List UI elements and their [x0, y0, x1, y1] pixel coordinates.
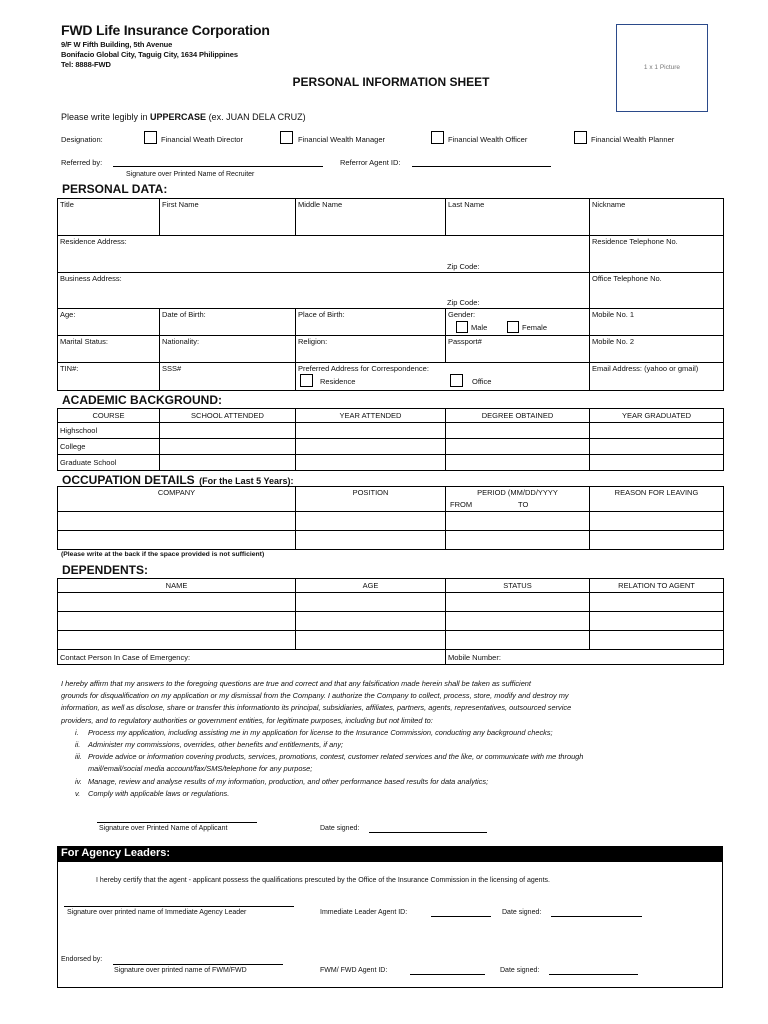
- preferred-office-label: Office: [472, 377, 492, 386]
- dependents-cell[interactable]: [446, 612, 590, 631]
- occupation-cell[interactable]: [58, 531, 296, 550]
- place-of-birth-label: Place of Birth:: [298, 310, 345, 319]
- applicant-signature-line[interactable]: [97, 822, 257, 823]
- declaration-item-number: iv.: [75, 776, 82, 786]
- preferred-residence-label: Residence: [320, 377, 356, 386]
- designation-option-director: Financial Weath Director: [161, 135, 243, 144]
- fwm-agent-id-label: FWM/ FWD Agent ID:: [320, 967, 388, 974]
- mobile-2-label: Mobile No. 2: [592, 337, 635, 346]
- academic-row-label: Graduate School: [58, 455, 160, 471]
- academic-cell[interactable]: [296, 455, 446, 471]
- mobile-1-field[interactable]: [590, 309, 724, 336]
- declaration-item-number: iii.: [75, 752, 82, 762]
- occupation-footnote: (Please write at the back if the space provided is not sufficient): [61, 551, 265, 558]
- declaration-line: grounds for disqualification on my application or my dismissal from the Company. I authorize the Company to collect, process, store, modify and destroy my: [61, 691, 569, 701]
- document-title: PERSONAL INFORMATION SHEET: [292, 75, 490, 89]
- dependents-cell[interactable]: [58, 631, 296, 650]
- business-zip-label: Zip Code:: [447, 298, 480, 307]
- designation-option-planner: Financial Wealth Planner: [591, 135, 675, 144]
- instructions: [61, 112, 306, 122]
- company-address-line-1: 9/F W Fifth Building, 5th Avenue: [61, 40, 173, 49]
- residence-telephone-label: Residence Telephone No.: [592, 237, 678, 246]
- place-of-birth-field[interactable]: [296, 309, 446, 336]
- academic-header-school: SCHOOL ATTENDED: [160, 409, 296, 423]
- applicant-date-signed-label: Date signed:: [320, 825, 360, 832]
- designation-checkbox-manager[interactable]: [280, 131, 293, 144]
- designation-checkbox-planner[interactable]: [574, 131, 587, 144]
- personal-data-title: PERSONAL DATA:: [62, 182, 168, 196]
- religion-label: Religion:: [298, 337, 328, 346]
- declaration-line: I hereby affirm that my answers to the foregoing questions are true and correct and that any falsification made herein shall be taken as sufficient: [61, 679, 531, 688]
- occupation-header-period: [446, 487, 590, 512]
- occupation-header-position: POSITION: [296, 487, 446, 512]
- fwm-agent-id-line[interactable]: [410, 974, 485, 975]
- emergency-mobile-label: Mobile Number:: [448, 652, 501, 662]
- declaration-text: [61, 678, 681, 800]
- declaration-item-text: Manage, review and analyse results of my information, production, and other performance based results for data analytics;: [88, 776, 489, 786]
- email-field[interactable]: [590, 363, 724, 391]
- designation-checkbox-director[interactable]: [144, 131, 157, 144]
- declaration-item: [75, 763, 681, 775]
- nationality-label: Nationality:: [162, 337, 200, 346]
- gender-label: Gender:: [448, 310, 476, 319]
- occupation-cell[interactable]: [58, 512, 296, 531]
- dependents-header-age: AGE: [296, 579, 446, 593]
- agency-leaders-title: For Agency Leaders:: [57, 846, 723, 862]
- instructions-suffix: (ex. JUAN DELA CRUZ): [206, 112, 306, 122]
- academic-header-year-graduated: YEAR GRADUATED: [590, 409, 724, 423]
- marital-status-field[interactable]: [58, 336, 160, 363]
- dependents-cell[interactable]: [590, 593, 724, 612]
- referred-by-line[interactable]: [113, 166, 323, 167]
- declaration-item-number: i.: [75, 727, 79, 737]
- sss-field[interactable]: [160, 363, 296, 391]
- preferred-address-label: Preferred Address for Correspondence:: [298, 364, 429, 373]
- last-name-label: Last Name: [448, 200, 485, 209]
- instructions-prefix: Please write legibly in: [61, 112, 151, 122]
- first-name-field[interactable]: [160, 199, 296, 236]
- tin-label: TIN#:: [60, 364, 79, 373]
- mobile-2-field[interactable]: [590, 336, 724, 363]
- declaration-item: [75, 788, 681, 800]
- leader-date-signed-line[interactable]: [551, 916, 642, 917]
- occupation-cell[interactable]: [590, 512, 724, 531]
- designation-checkbox-officer[interactable]: [431, 131, 444, 144]
- academic-background-title: ACADEMIC BACKGROUND:: [62, 393, 222, 407]
- photo-placeholder[interactable]: [616, 24, 708, 112]
- academic-table: [57, 408, 724, 471]
- declaration-line: information, as well as disclose, share or transfer this informationto its principal, subsidiaries, affiliates, partners, agents, representatives, outsourced service: [61, 703, 572, 713]
- gender-female-checkbox[interactable]: [507, 321, 519, 333]
- occupation-cell[interactable]: [446, 531, 590, 550]
- academic-cell[interactable]: [446, 423, 590, 439]
- residence-zip-label: Zip Code:: [447, 262, 480, 271]
- residence-telephone-field[interactable]: [590, 236, 724, 273]
- age-field[interactable]: [58, 309, 160, 336]
- dependents-cell[interactable]: [590, 631, 724, 650]
- gender-female-label: Female: [522, 323, 548, 332]
- declaration-item-text: mail/email/social media account/fax/SMS/telephone for any purpose;: [88, 764, 313, 774]
- declaration-line: providers, and to regulatory authorities or government entities, for legitimate purposes, including but not limited to:: [61, 715, 433, 725]
- declaration-item-text: Administer my commissions, overrides, other benefits and entitlements, if any;: [88, 740, 344, 750]
- applicant-signature-caption: Signature over Printed Name of Applicant: [99, 825, 228, 832]
- passport-field[interactable]: [446, 336, 590, 363]
- occupation-title-text: OCCUPATION DETAILS: [62, 473, 195, 487]
- gender-male-label: Male: [471, 323, 488, 332]
- occupation-period-label: PERIOD (MM/DD/YYYY: [477, 488, 558, 497]
- religion-field[interactable]: [296, 336, 446, 363]
- dependents-cell[interactable]: [446, 631, 590, 650]
- gender-field: [446, 309, 590, 336]
- dependents-cell[interactable]: [446, 593, 590, 612]
- mobile-1-label: Mobile No. 1: [592, 310, 635, 319]
- academic-cell[interactable]: [590, 455, 724, 471]
- occupation-header-reason: REASON FOR LEAVING: [590, 487, 724, 512]
- emergency-contact-field[interactable]: [58, 650, 446, 665]
- passport-label: Passport#: [448, 337, 482, 346]
- nationality-field[interactable]: [160, 336, 296, 363]
- declaration-item-number: v.: [75, 788, 81, 798]
- dependents-header-status: STATUS: [446, 579, 590, 593]
- company-telephone: Tel: 8888-FWD: [61, 60, 111, 69]
- office-telephone-field[interactable]: [590, 273, 724, 309]
- referror-agent-id-label: Referror Agent ID:: [340, 158, 401, 167]
- nickname-label: Nickname: [592, 200, 626, 209]
- declaration-item: [75, 776, 681, 788]
- tin-field[interactable]: [58, 363, 160, 391]
- agency-certification-text: I hereby certify that the agent - applicant possess the qualifications prescuted by the Office of the Insurance Commission in the licensing of agents.: [96, 877, 550, 884]
- dependents-cell[interactable]: [590, 612, 724, 631]
- business-address-label: Business Address:: [60, 274, 122, 283]
- academic-cell[interactable]: [296, 423, 446, 439]
- academic-cell[interactable]: [296, 439, 446, 455]
- office-telephone-label: Office Telephone No.: [592, 274, 662, 283]
- occupation-cell[interactable]: [446, 512, 590, 531]
- dependents-table: [57, 578, 724, 665]
- dependents-cell[interactable]: [296, 593, 446, 612]
- personal-data-table: [57, 198, 724, 391]
- occupation-cell[interactable]: [296, 512, 446, 531]
- referror-agent-id-line[interactable]: [412, 166, 551, 167]
- company-name: FWD Life Insurance Corporation: [61, 22, 270, 38]
- declaration-item: [75, 727, 681, 739]
- declaration-item: [75, 739, 681, 751]
- photo-label: 1 x 1 Picture: [643, 64, 681, 71]
- academic-cell[interactable]: [160, 423, 296, 439]
- academic-cell[interactable]: [446, 455, 590, 471]
- occupation-title-note: (For the Last 5 Years):: [199, 476, 294, 486]
- referred-by-label: Referred by:: [61, 158, 103, 167]
- occupation-cell[interactable]: [590, 531, 724, 550]
- leader-signature-line[interactable]: [64, 906, 294, 907]
- dependents-header-name: NAME: [58, 579, 296, 593]
- academic-cell[interactable]: [160, 455, 296, 471]
- declaration-item-text: Provide advice or information covering products, services, promotions, contest, customer related services and the like, or communicate with me through: [88, 752, 584, 762]
- emergency-contact-label: Contact Person In Case of Emergency:: [60, 652, 191, 662]
- date-of-birth-label: Date of Birth:: [162, 310, 206, 319]
- academic-header-year-attended: YEAR ATTENDED: [296, 409, 446, 423]
- academic-row-label: Highschool: [58, 423, 160, 439]
- middle-name-label: Middle Name: [298, 200, 343, 209]
- age-label: Age:: [60, 310, 76, 319]
- designation-option-manager: Financial Wealth Manager: [298, 135, 385, 144]
- marital-status-label: Marital Status:: [60, 337, 108, 346]
- academic-header-course: COURSE: [58, 409, 160, 423]
- last-name-field[interactable]: [446, 199, 590, 236]
- occupation-table: [57, 486, 724, 550]
- middle-name-field[interactable]: [296, 199, 446, 236]
- occupation-cell[interactable]: [296, 531, 446, 550]
- designation-option-officer: Financial Wealth Officer: [448, 135, 528, 144]
- dependents-cell[interactable]: [58, 612, 296, 631]
- residence-address-label: Residence Address:: [60, 237, 127, 246]
- title-label: Title: [60, 200, 74, 209]
- academic-cell[interactable]: [590, 423, 724, 439]
- preferred-office-checkbox[interactable]: [450, 374, 463, 387]
- date-of-birth-field[interactable]: [160, 309, 296, 336]
- leader-date-signed-label: Date signed:: [502, 909, 542, 916]
- academic-cell[interactable]: [446, 439, 590, 455]
- business-address-field[interactable]: [58, 273, 590, 309]
- dependents-cell[interactable]: [58, 593, 296, 612]
- declaration-item-text: Comply with applicable laws or regulations.: [88, 788, 230, 798]
- email-label: Email Address: (yahoo or gmail): [592, 364, 699, 373]
- occupation-from-label: FROM: [450, 500, 473, 509]
- preferred-address-field: [296, 363, 590, 391]
- fwm-signature-caption: Signature over printed name of FWM/FWD: [114, 967, 247, 974]
- recruiter-signature-caption: Signature over Printed Name of Recruiter: [126, 171, 255, 178]
- declaration-item-text: Process my application, including assisting me in my application for license to the Insurance Commission, conducting any background checks;: [88, 727, 553, 737]
- declaration-item: [75, 751, 681, 763]
- academic-cell[interactable]: [160, 439, 296, 455]
- designation-label: Designation:: [61, 135, 103, 144]
- emergency-mobile-field[interactable]: [446, 650, 724, 665]
- instructions-emphasis: UPPERCASE: [150, 112, 207, 122]
- endorsed-by-label: Endorsed by:: [61, 956, 103, 963]
- academic-header-degree: DEGREE OBTAINED: [446, 409, 590, 423]
- company-address-line-2: Bonifacio Global City, Taguig City, 1634 Philippines: [61, 50, 238, 59]
- residence-address-field[interactable]: [58, 236, 590, 273]
- endorsed-by-line[interactable]: [113, 964, 283, 965]
- nickname-field[interactable]: [590, 199, 724, 236]
- dependents-header-relation: RELATION TO AGENT: [590, 579, 724, 593]
- dependents-cell[interactable]: [296, 631, 446, 650]
- dependents-cell[interactable]: [296, 612, 446, 631]
- applicant-date-signed-line[interactable]: [369, 832, 487, 833]
- declaration-item-number: ii.: [75, 740, 81, 750]
- academic-cell[interactable]: [590, 439, 724, 455]
- occupation-header-company: COMPANY: [58, 487, 296, 512]
- first-name-label: First Name: [162, 200, 199, 209]
- leader-signature-caption: Signature over printed name of Immediate Agency Leader: [67, 909, 247, 916]
- dependents-title: DEPENDENTS:: [62, 563, 149, 577]
- leader-agent-id-line[interactable]: [431, 916, 491, 917]
- preferred-residence-checkbox[interactable]: [300, 374, 313, 387]
- gender-male-checkbox[interactable]: [456, 321, 468, 333]
- academic-row-label: College: [58, 439, 160, 455]
- leader-agent-id-label: Immediate Leader Agent ID:: [320, 909, 408, 916]
- fwm-date-signed-label: Date signed:: [500, 967, 540, 974]
- sss-label: SSS#: [162, 364, 182, 373]
- title-field[interactable]: [58, 199, 160, 236]
- occupation-to-label: TO: [518, 500, 529, 509]
- fwm-date-signed-line[interactable]: [549, 974, 638, 975]
